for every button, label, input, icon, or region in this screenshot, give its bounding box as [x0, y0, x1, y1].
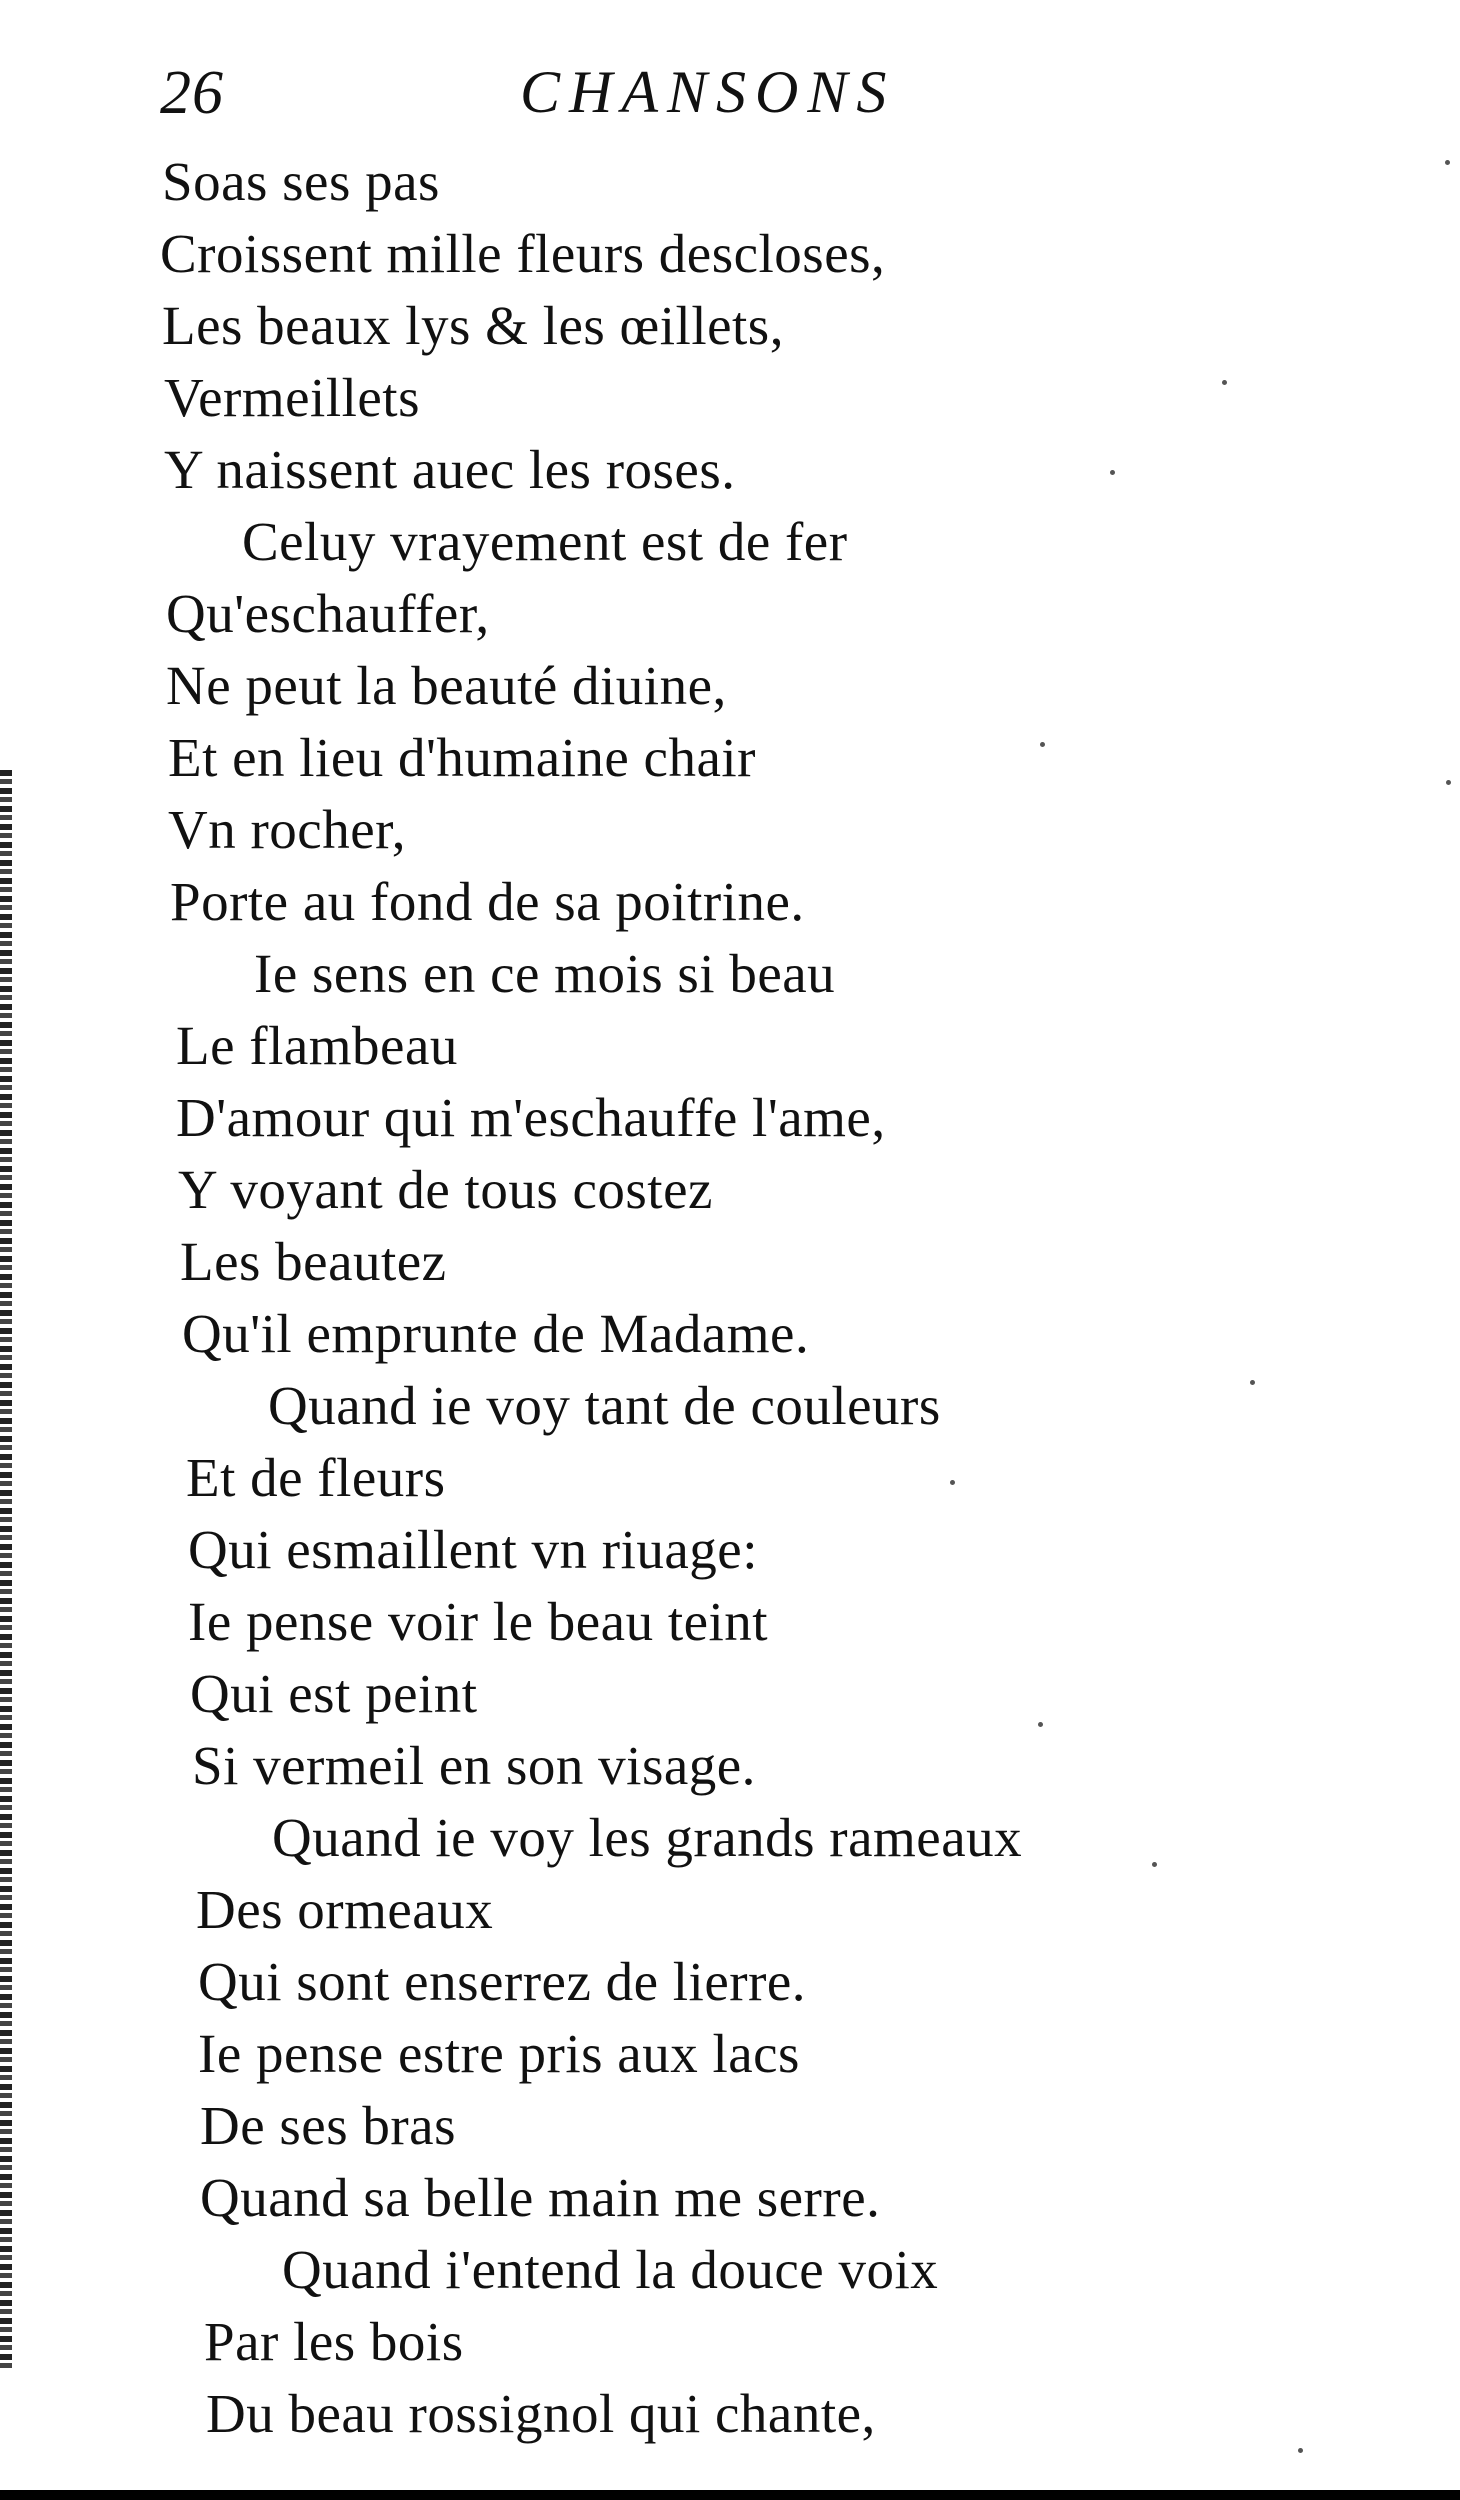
verse-line: Les beautez — [180, 1231, 447, 1292]
verse-line: Qui sont enserrez de lierre. — [198, 1951, 807, 2012]
verse-line: Par les bois — [204, 2311, 464, 2372]
verse-line: Y naissent auec les roses. — [164, 439, 736, 500]
verse-line: Des ormeaux — [196, 1879, 494, 1940]
verse-line: Vermeillets — [164, 367, 420, 428]
verse-line: Et de fleurs — [186, 1447, 446, 1508]
verse-line: Quand i'entend la douce voix — [282, 2239, 939, 2300]
verse-line: Ie sens en ce mois si beau — [254, 943, 836, 1004]
verse-line: Qu'eschauffer, — [166, 583, 490, 644]
running-title: CHANSONS — [520, 59, 896, 125]
verse-line: Ne peut la beauté diuine, — [166, 655, 727, 716]
verse-line: Si vermeil en son visage. — [192, 1735, 756, 1796]
verse-line: Quand sa belle main me serre. — [200, 2167, 881, 2228]
verse-line: Ie pense estre pris aux lacs — [198, 2023, 800, 2084]
page-number: 26 — [160, 59, 224, 127]
verse-line: Qui esmaillent vn riuage: — [188, 1519, 758, 1580]
verse-line: Et en lieu d'humaine chair — [168, 727, 756, 788]
verse-line: D'amour qui m'eschauffe l'ame, — [176, 1087, 886, 1148]
verse-line: Quand ie voy tant de couleurs — [268, 1375, 941, 1436]
verse-line: Ie pense voir le beau teint — [188, 1591, 769, 1652]
verse-line: Les beaux lys & les œillets, — [162, 295, 784, 356]
verse-line: Croissent mille fleurs descloses, — [160, 223, 886, 284]
verse-line: Celuy vrayement est de fer — [242, 511, 848, 572]
verse-line: Qu'il emprunte de Madame. — [182, 1303, 810, 1364]
verse-line: De ses bras — [200, 2095, 456, 2156]
verse-line: Soas ses pas — [162, 151, 440, 212]
verse-line: Y voyant de tous costez — [178, 1159, 713, 1220]
verse-line: Le flambeau — [176, 1015, 458, 1076]
verse-line: Vn rocher, — [168, 799, 406, 860]
bottom-border — [0, 2490, 1460, 2500]
verse-line: Porte au fond de sa poitrine. — [170, 871, 805, 932]
verse-line: Quand ie voy les grands rameaux — [272, 1807, 1023, 1868]
verse-line: Qui est peint — [190, 1663, 478, 1724]
verse-line: Du beau rossignol qui chante, — [206, 2383, 876, 2444]
